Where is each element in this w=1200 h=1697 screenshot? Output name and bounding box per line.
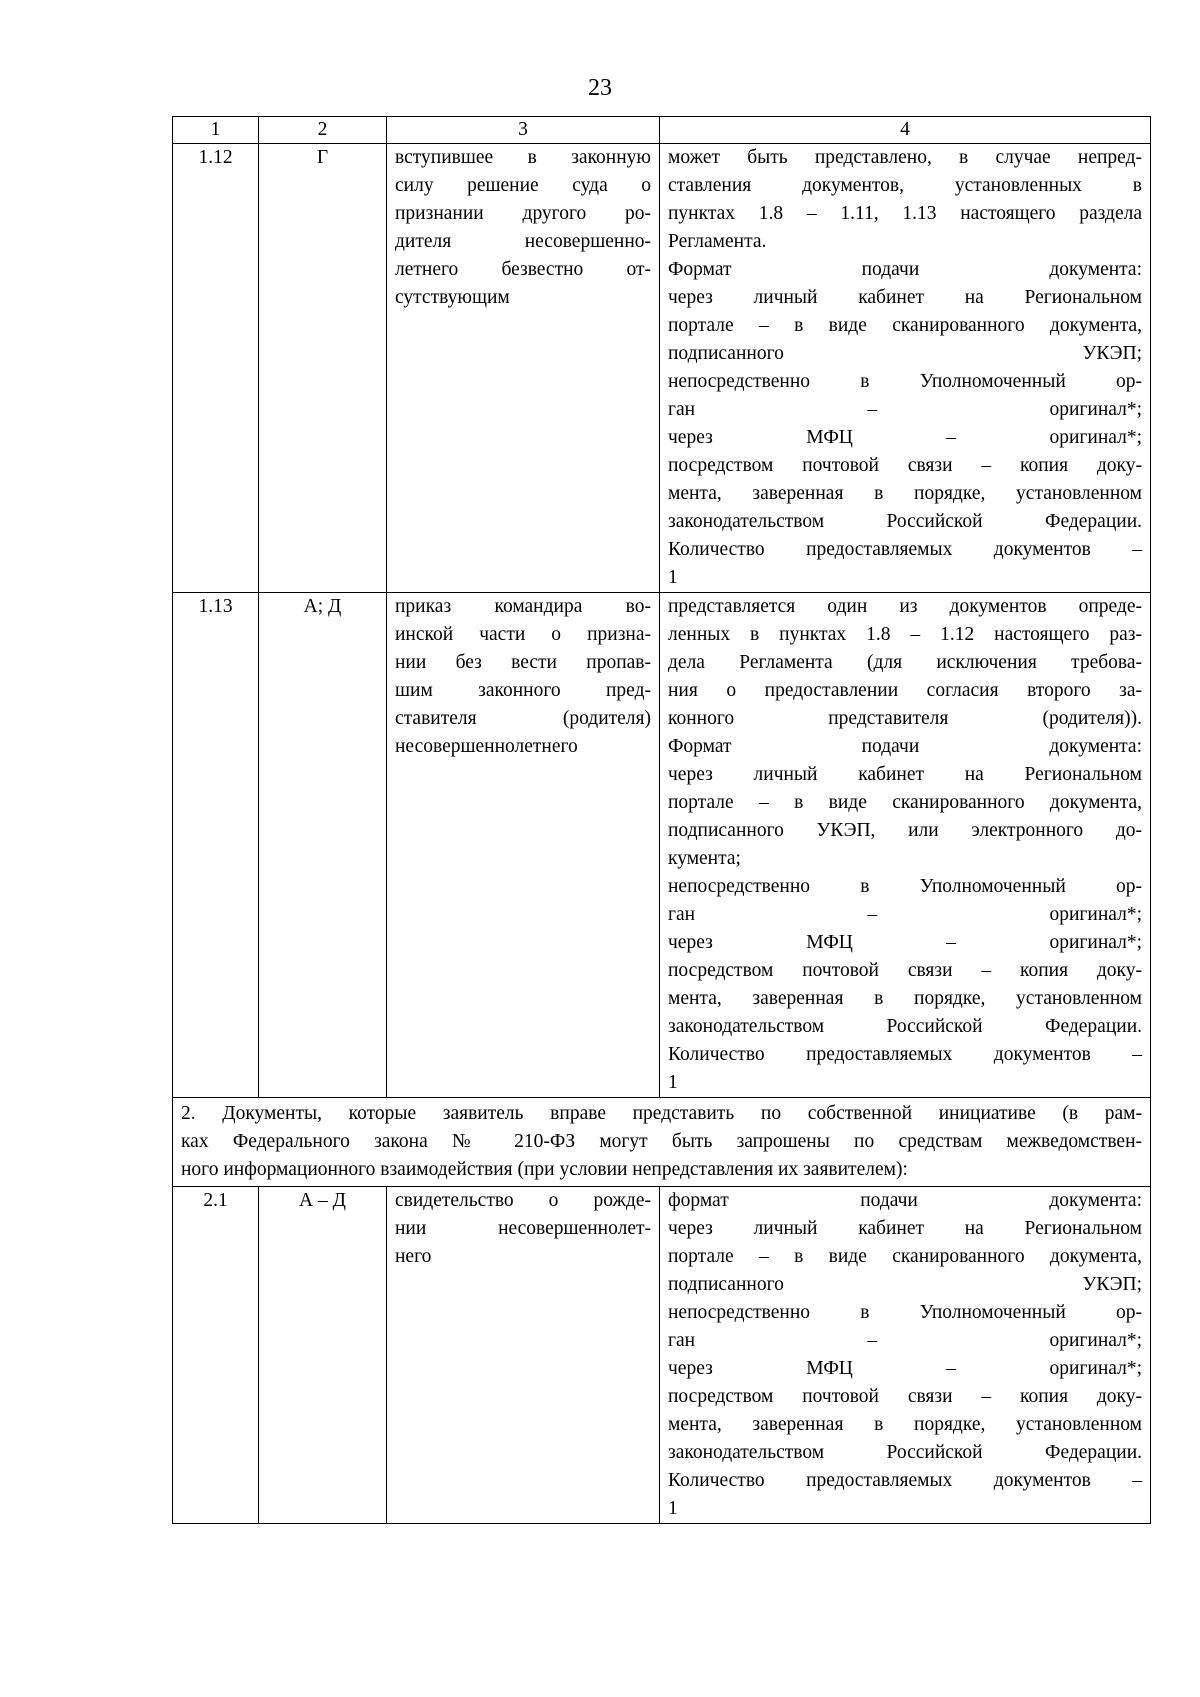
- document-details-line: 1: [668, 1072, 678, 1093]
- document-name-line: нии несовершеннолет-: [395, 1218, 651, 1239]
- document-details-line: законодательством Российской Федерации.: [668, 1016, 1142, 1037]
- document-details-line: посредством почтовой связи – копия доку-: [668, 455, 1142, 476]
- document-name-line: приказ командира во-: [395, 596, 651, 617]
- document-name-line: признании другого ро-: [395, 203, 651, 224]
- document-details-line: Регламента.: [668, 231, 767, 252]
- table-row: [173, 144, 1151, 593]
- document-details-line: ния о предоставлении согласия второго за-: [668, 680, 1142, 701]
- document-name-line: инской части о призна-: [395, 624, 651, 645]
- section-title-line: ного информационного взаимодействия (при условии непредставления их заявителем):: [181, 1159, 908, 1180]
- document-name-line: ставителя (родителя): [395, 708, 651, 729]
- header-col-3: 3: [387, 117, 660, 144]
- document-name-line: свидетельство о рожде-: [395, 1190, 651, 1211]
- document-details-line: подписанного УКЭП, или электронного до-: [668, 820, 1142, 841]
- document-details-line: представляется один из документов опреде-: [668, 596, 1142, 617]
- section-title-line: ках Федерального закона № 210-ФЗ могут быть запрошены по средствам межведомствен-: [181, 1131, 1142, 1152]
- document-details-line: Количество предоставляемых документов –: [668, 1044, 1142, 1065]
- document-details-line: мента, заверенная в порядке, установленном: [668, 1414, 1142, 1435]
- table-row: [173, 1187, 1151, 1524]
- document-name-line: дителя несовершенно-: [395, 231, 651, 252]
- document-details-line: непосредственно в Уполномоченный ор-: [668, 876, 1142, 897]
- row-document-details: [660, 1187, 1151, 1524]
- document-details-line: 1: [668, 1498, 678, 1519]
- document-details-line: ган – оригинал*;: [668, 399, 1142, 420]
- document-details-line: через МФЦ – оригинал*;: [668, 427, 1142, 448]
- header-col-4: 4: [660, 117, 1151, 144]
- row-document-details: [660, 593, 1151, 1098]
- document-name-line: него: [395, 1246, 432, 1267]
- row-document-name: [387, 1187, 660, 1524]
- document-details-line: конного представителя (родителя)).: [668, 708, 1142, 729]
- document-details-line: портале – в виде сканированного документа,: [668, 792, 1142, 813]
- document-details-line: посредством почтовой связи – копия доку-: [668, 1386, 1142, 1407]
- document-name-line: вступившее в законную: [395, 147, 651, 168]
- document-details-line: мента, заверенная в порядке, установленном: [668, 483, 1142, 504]
- document-details-line: подписанного УКЭП;: [668, 343, 1142, 364]
- document-details-line: Количество предоставляемых документов –: [668, 539, 1142, 560]
- header-col-1: 1: [173, 117, 259, 144]
- document-name-line: силу решение суда о: [395, 175, 651, 196]
- document-details-line: законодательством Российской Федерации.: [668, 1442, 1142, 1463]
- document-details-line: Формат подачи документа:: [668, 736, 1142, 757]
- document-details-line: портале – в виде сканированного документа,: [668, 1246, 1142, 1267]
- document-details-line: через личный кабинет на Региональном: [668, 1218, 1142, 1239]
- document-details-line: законодательством Российской Федерации.: [668, 511, 1142, 532]
- row-number: 1.12: [173, 144, 259, 593]
- document-details-line: Количество предоставляемых документов –: [668, 1470, 1142, 1491]
- document-details-line: ган – оригинал*;: [668, 1330, 1142, 1351]
- document-details-line: через личный кабинет на Региональном: [668, 764, 1142, 785]
- document-details-line: ленных в пунктах 1.8 – 1.12 настоящего раз-: [668, 624, 1142, 645]
- header-col-2: 2: [259, 117, 387, 144]
- row-category: Г: [259, 144, 387, 593]
- row-document-details: [660, 144, 1151, 593]
- document-name-line: летнего безвестно от-: [395, 259, 651, 280]
- documents-table: [172, 116, 1151, 1524]
- row-category: А; Д: [259, 593, 387, 1098]
- document-details-line: может быть представлено, в случае непред-: [668, 147, 1142, 168]
- document-details-line: через МФЦ – оригинал*;: [668, 932, 1142, 953]
- document-details-line: формат подачи документа:: [668, 1190, 1142, 1211]
- document-details-line: 1: [668, 567, 678, 588]
- document-details-line: кумента;: [668, 848, 741, 869]
- document-details-line: Формат подачи документа:: [668, 259, 1142, 280]
- table-row: [173, 593, 1151, 1098]
- row-number: 2.1: [173, 1187, 259, 1524]
- document-details-line: непосредственно в Уполномоченный ор-: [668, 371, 1142, 392]
- document-details-line: ган – оригинал*;: [668, 904, 1142, 925]
- document-details-line: дела Регламента (для исключения требова-: [668, 652, 1142, 673]
- table-header-row: [173, 117, 1151, 144]
- section-title-line: 2. Документы, которые заявитель вправе представить по собственной инициативе (в рам-: [181, 1103, 1142, 1124]
- document-details-line: подписанного УКЭП;: [668, 1274, 1142, 1295]
- document-name-line: несовершеннолетнего: [395, 736, 578, 757]
- section-2-title: [173, 1098, 1151, 1187]
- document-details-line: ставления документов, установленных в: [668, 175, 1142, 196]
- document-details-line: посредством почтовой связи – копия доку-: [668, 960, 1142, 981]
- document-details-line: непосредственно в Уполномоченный ор-: [668, 1302, 1142, 1323]
- row-document-name: [387, 593, 660, 1098]
- document-details-line: пунктах 1.8 – 1.11, 1.13 настоящего раздела: [668, 203, 1142, 224]
- section-row: [173, 1098, 1151, 1187]
- document-details-line: портале – в виде сканированного документа,: [668, 315, 1142, 336]
- document-details-line: через личный кабинет на Региональном: [668, 287, 1142, 308]
- document-name-line: шим законного пред-: [395, 680, 651, 701]
- row-document-name: [387, 144, 660, 593]
- row-category: А – Д: [259, 1187, 387, 1524]
- page-number: 23: [588, 75, 612, 101]
- document-name-line: нии без вести пропав-: [395, 652, 651, 673]
- document-name-line: сутствующим: [395, 287, 510, 308]
- document-details-line: мента, заверенная в порядке, установленном: [668, 988, 1142, 1009]
- row-number: 1.13: [173, 593, 259, 1098]
- document-details-line: через МФЦ – оригинал*;: [668, 1358, 1142, 1379]
